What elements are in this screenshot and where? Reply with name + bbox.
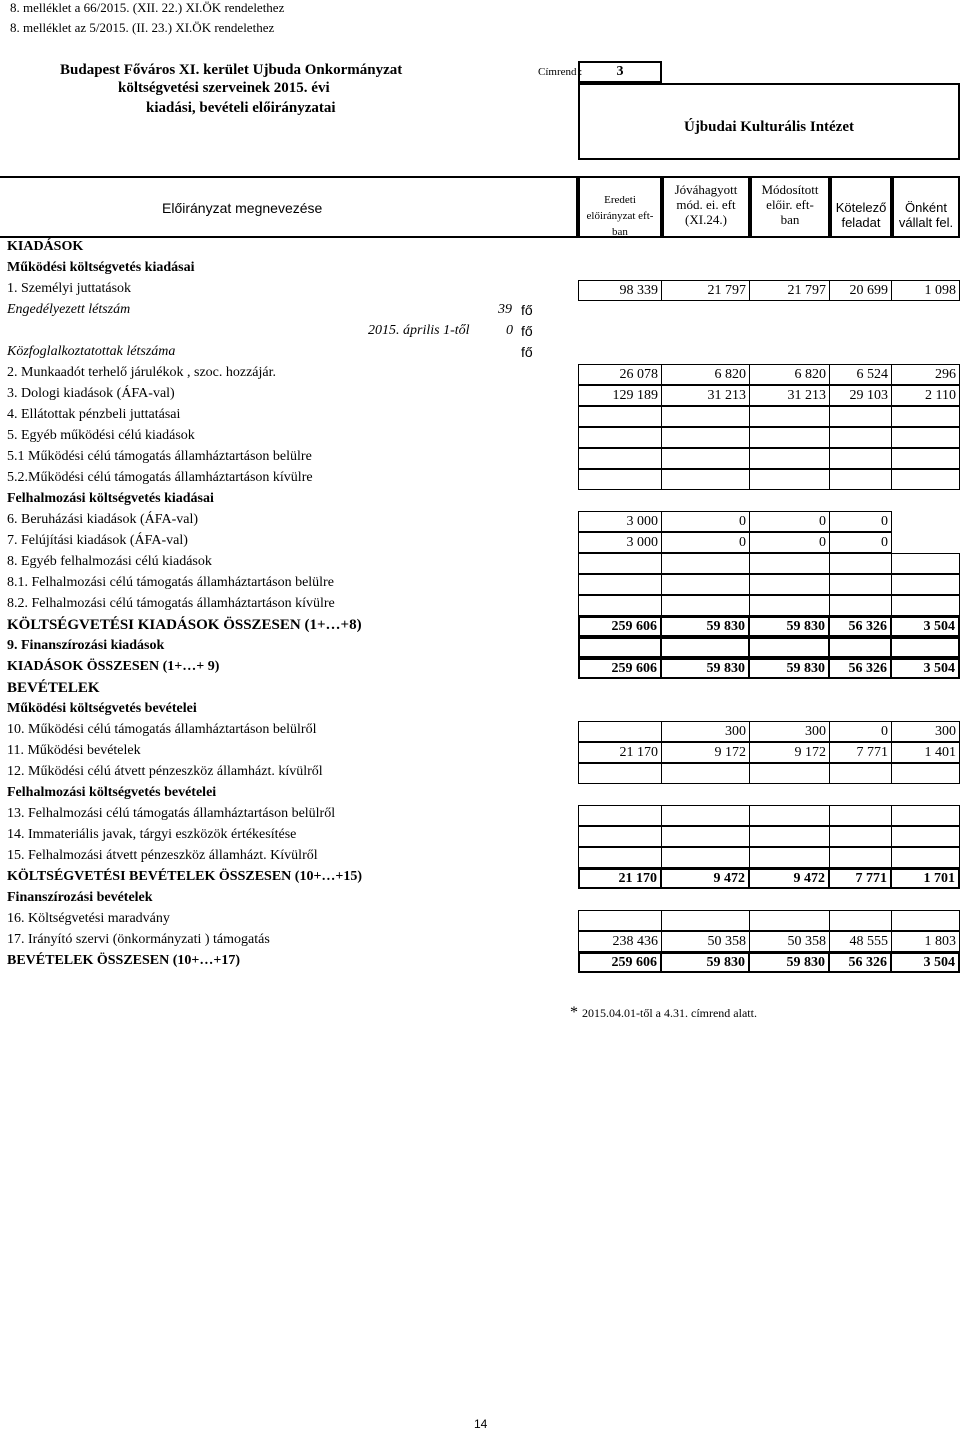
table-row <box>0 343 960 364</box>
row-label: 8. Egyéb felhalmozási célú kiadások <box>7 554 212 569</box>
row-label: BEVÉTELEK <box>7 680 100 696</box>
value-cell: 6 524 <box>830 364 892 385</box>
annex-line-2: 8. melléklet az 5/2015. (II. 23.) XI.ÖK rendelethez <box>10 20 275 35</box>
value-cell <box>578 469 662 490</box>
value-cell <box>892 448 960 469</box>
table-row <box>0 280 960 301</box>
table-row <box>0 322 960 343</box>
col-header-modositott: Módosított előir. eft- ban <box>750 176 830 238</box>
institution-box <box>578 83 960 160</box>
value-cell <box>892 595 960 616</box>
table-row <box>0 763 960 784</box>
table-row <box>0 532 960 553</box>
value-cell: 9 472 <box>662 868 750 889</box>
value-cell <box>750 469 830 490</box>
table-row <box>0 553 960 574</box>
row-label: Felhalmozási költségvetés bevételei <box>7 785 217 800</box>
row-label: 9. Finanszírozási kiadások <box>7 638 165 653</box>
row-label: 6. Beruházási kiadások (ÁFA-val) <box>7 512 199 527</box>
table-row <box>0 259 960 280</box>
value-cell <box>578 805 662 826</box>
value-cell: 3 504 <box>892 658 960 679</box>
table-row <box>0 784 960 805</box>
table-row <box>0 385 960 406</box>
row-label: 8.2. Felhalmozási célú támogatás államháztartáson kívülre <box>7 596 335 611</box>
org-title: Budapest Főváros XI. kerület Ujbuda Onkormányzat <box>60 62 403 78</box>
col-header-name: Előirányzat megnevezése <box>0 176 578 238</box>
value-cell <box>750 595 830 616</box>
value-cell: 300 <box>892 721 960 742</box>
table-row <box>0 406 960 427</box>
value-cell <box>892 910 960 931</box>
row-label: 13. Felhalmozási célú támogatás államháztartáson belülről <box>7 806 336 821</box>
value-cell: 21 170 <box>578 742 662 763</box>
value-cell <box>662 595 750 616</box>
value-cell: 7 771 <box>830 868 892 889</box>
value-cell: 0 <box>830 511 892 532</box>
table-row <box>0 868 960 889</box>
value-cell <box>662 637 750 658</box>
row-label: KÖLTSÉGVETÉSI BEVÉTELEK ÖSSZESEN (10+…+15) <box>7 869 363 884</box>
value-cell <box>830 637 892 658</box>
footnote-mark: * <box>570 1004 578 1021</box>
row-label: Engedélyezett létszám <box>7 302 131 317</box>
value-cell <box>578 448 662 469</box>
cimrend-label: Címrend : <box>538 66 583 78</box>
table-row <box>0 427 960 448</box>
value-cell: 300 <box>662 721 750 742</box>
row-label: 17. Irányító szervi (önkormányzati ) támogatás <box>7 932 270 947</box>
row-label: 8.1. Felhalmozási célú támogatás államháztartáson belülre <box>7 575 334 590</box>
value-cell <box>830 574 892 595</box>
row-label: Finanszírozási bevételek <box>7 890 153 905</box>
table-row <box>0 679 960 700</box>
value-cell <box>750 826 830 847</box>
value-cell: 0 <box>830 721 892 742</box>
value-cell <box>892 511 960 532</box>
value-cell <box>662 805 750 826</box>
value-cell <box>662 847 750 868</box>
value-cell: 300 <box>750 721 830 742</box>
value-cell <box>662 574 750 595</box>
table-row <box>0 490 960 511</box>
value-cell <box>578 847 662 868</box>
value-cell <box>578 427 662 448</box>
value-cell <box>830 826 892 847</box>
value-cell <box>830 427 892 448</box>
value-cell: 3 504 <box>892 952 960 973</box>
value-cell: 98 339 <box>578 280 662 301</box>
table-row <box>0 238 960 259</box>
value-cell <box>578 595 662 616</box>
value-cell: 59 830 <box>750 658 830 679</box>
row-label: Felhalmozási költségvetés kiadásai <box>7 491 214 506</box>
row-label: 2015. április 1-től <box>368 323 470 338</box>
value-cell: 59 830 <box>662 658 750 679</box>
value-cell <box>578 553 662 574</box>
value-cell <box>578 574 662 595</box>
row-label: BEVÉTELEK ÖSSZESEN (10+…+17) <box>7 953 241 968</box>
value-cell <box>892 406 960 427</box>
col-header-jovahagyott: Jóváhagyott mód. ei. eft (XI.24.) <box>662 176 750 238</box>
value-cell: 1 803 <box>892 931 960 952</box>
value-cell <box>750 910 830 931</box>
value-cell: 29 103 <box>830 385 892 406</box>
headcount-value: 39 <box>498 302 512 317</box>
headcount-unit: fő <box>521 323 533 339</box>
value-cell <box>892 805 960 826</box>
value-cell: 59 830 <box>662 616 750 637</box>
value-cell <box>578 637 662 658</box>
value-cell: 259 606 <box>578 658 662 679</box>
value-cell <box>750 805 830 826</box>
value-cell: 1 401 <box>892 742 960 763</box>
value-cell: 59 830 <box>750 616 830 637</box>
value-cell <box>892 763 960 784</box>
row-label: 2. Munkaadót terhelő járulékok , szoc. hozzájár. <box>7 365 277 380</box>
value-cell <box>830 448 892 469</box>
value-cell <box>892 427 960 448</box>
value-cell <box>578 826 662 847</box>
value-cell: 3 000 <box>578 532 662 553</box>
page-number: 14 <box>474 1417 488 1431</box>
value-cell: 0 <box>750 511 830 532</box>
value-cell <box>578 910 662 931</box>
value-cell: 21 797 <box>662 280 750 301</box>
org-subtitle: költségvetési szerveinek 2015. évi <box>118 80 330 96</box>
value-cell: 7 771 <box>830 742 892 763</box>
row-label: 16. Költségvetési maradvány <box>7 911 170 926</box>
value-cell: 3 504 <box>892 616 960 637</box>
value-cell <box>892 826 960 847</box>
annex-line-1: 8. melléklet a 66/2015. (XII. 22.) XI.ÖK rendelethez <box>10 0 285 15</box>
value-cell: 9 472 <box>750 868 830 889</box>
value-cell: 1 098 <box>892 280 960 301</box>
value-cell <box>830 763 892 784</box>
value-cell: 50 358 <box>750 931 830 952</box>
value-cell <box>578 406 662 427</box>
row-label: KIADÁSOK <box>7 239 84 254</box>
value-cell <box>662 553 750 574</box>
value-cell <box>662 910 750 931</box>
value-cell <box>750 763 830 784</box>
table-row <box>0 448 960 469</box>
value-cell: 56 326 <box>830 616 892 637</box>
value-cell <box>892 553 960 574</box>
table-row <box>0 700 960 721</box>
row-label: KIADÁSOK ÖSSZESEN (1+…+ 9) <box>7 659 220 674</box>
value-cell: 0 <box>662 532 750 553</box>
value-cell <box>662 763 750 784</box>
row-label: 5. Egyéb működési célú kiadások <box>7 428 195 443</box>
value-cell: 1 701 <box>892 868 960 889</box>
table-row <box>0 616 960 637</box>
value-cell: 3 000 <box>578 511 662 532</box>
value-cell: 59 830 <box>750 952 830 973</box>
value-cell <box>578 721 662 742</box>
row-label: Működési költségvetés bevételei <box>7 701 197 716</box>
col-header-eredeti: Eredeti előirányzat eft- ban <box>578 176 662 238</box>
row-label: 3. Dologi kiadások (ÁFA-val) <box>7 386 175 401</box>
row-label: 1. Személyi juttatások <box>7 281 132 296</box>
row-label: 4. Ellátottak pénzbeli juttatásai <box>7 407 181 422</box>
value-cell: 26 078 <box>578 364 662 385</box>
value-cell: 21 797 <box>750 280 830 301</box>
table-row <box>0 805 960 826</box>
value-cell: 21 170 <box>578 868 662 889</box>
col-header-kotelezo: Kötelező feladat <box>830 176 892 238</box>
value-cell: 20 699 <box>830 280 892 301</box>
value-cell <box>750 847 830 868</box>
institution-name: Újbudai Kulturális Intézet <box>683 119 854 135</box>
value-cell <box>750 574 830 595</box>
value-cell <box>892 637 960 658</box>
value-cell <box>662 448 750 469</box>
value-cell <box>830 847 892 868</box>
headcount-value: 0 <box>506 323 513 338</box>
value-cell: 56 326 <box>830 952 892 973</box>
value-cell: 296 <box>892 364 960 385</box>
table-row <box>0 469 960 490</box>
value-cell <box>662 406 750 427</box>
report-title: kiadási, bevételi előirányzatai <box>146 100 336 116</box>
row-label: Működési költségvetés kiadásai <box>7 260 195 275</box>
value-cell: 50 358 <box>662 931 750 952</box>
table-row <box>0 574 960 595</box>
col-header-onkent: Önként vállalt fel. <box>892 176 960 238</box>
value-cell <box>662 826 750 847</box>
value-cell <box>578 763 662 784</box>
row-label: 5.1 Működési célú támogatás államháztartáson belülre <box>7 449 312 464</box>
value-cell: 0 <box>662 511 750 532</box>
table-row <box>0 658 960 679</box>
value-cell: 31 213 <box>750 385 830 406</box>
cimrend-box <box>578 61 662 83</box>
headcount-unit: fő <box>521 344 533 360</box>
value-cell <box>892 469 960 490</box>
value-cell: 9 172 <box>662 742 750 763</box>
table-row <box>0 889 960 910</box>
value-cell: 6 820 <box>662 364 750 385</box>
value-cell <box>892 847 960 868</box>
value-cell <box>750 637 830 658</box>
value-cell <box>662 469 750 490</box>
table-row <box>0 952 960 973</box>
value-cell: 31 213 <box>662 385 750 406</box>
value-cell <box>750 553 830 574</box>
table-row <box>0 847 960 868</box>
value-cell <box>892 532 960 553</box>
table-row <box>0 826 960 847</box>
row-label: 5.2.Működési célú támogatás államháztartáson kívülre <box>7 470 313 485</box>
row-label: 11. Működési bevételek <box>7 743 141 758</box>
value-cell: 129 189 <box>578 385 662 406</box>
row-label: 10. Működési célú támogatás államháztartáson belülről <box>7 722 317 737</box>
row-label: KÖLTSÉGVETÉSI KIADÁSOK ÖSSZESEN (1+…+8) <box>7 617 362 633</box>
table-row <box>0 721 960 742</box>
value-cell <box>830 469 892 490</box>
headcount-unit: fő <box>521 302 533 318</box>
value-cell: 56 326 <box>830 658 892 679</box>
cimrend-value: 3 <box>616 64 624 79</box>
table-row <box>0 637 960 658</box>
value-cell: 259 606 <box>578 952 662 973</box>
row-label: Közfoglalkoztatottak létszáma <box>7 344 176 359</box>
value-cell <box>830 406 892 427</box>
table-row <box>0 742 960 763</box>
table-row <box>0 511 960 532</box>
value-cell: 2 110 <box>892 385 960 406</box>
value-cell <box>830 553 892 574</box>
value-cell <box>830 805 892 826</box>
table-row <box>0 931 960 952</box>
row-label: 12. Működési célú átvett pénzeszköz államházt. kívülről <box>7 764 323 779</box>
value-cell: 9 172 <box>750 742 830 763</box>
table-row <box>0 301 960 322</box>
value-cell: 238 436 <box>578 931 662 952</box>
value-cell: 259 606 <box>578 616 662 637</box>
value-cell: 48 555 <box>830 931 892 952</box>
value-cell <box>892 574 960 595</box>
value-cell: 59 830 <box>662 952 750 973</box>
value-cell <box>750 406 830 427</box>
value-cell: 0 <box>830 532 892 553</box>
table-row <box>0 364 960 385</box>
table-row <box>0 595 960 616</box>
value-cell <box>830 910 892 931</box>
value-cell <box>830 595 892 616</box>
row-label: 7. Felújítási kiadások (ÁFA-val) <box>7 533 188 548</box>
value-cell <box>662 427 750 448</box>
table-row <box>0 910 960 931</box>
row-label: 14. Immateriális javak, tárgyi eszközök értékesítése <box>7 827 297 842</box>
value-cell <box>750 448 830 469</box>
footnote-text: 2015.04.01-től a 4.31. címrend alatt. <box>582 1006 757 1020</box>
value-cell <box>750 427 830 448</box>
value-cell: 0 <box>750 532 830 553</box>
row-label: 15. Felhalmozási átvett pénzeszköz államházt. Kívülről <box>7 848 318 863</box>
value-cell: 6 820 <box>750 364 830 385</box>
